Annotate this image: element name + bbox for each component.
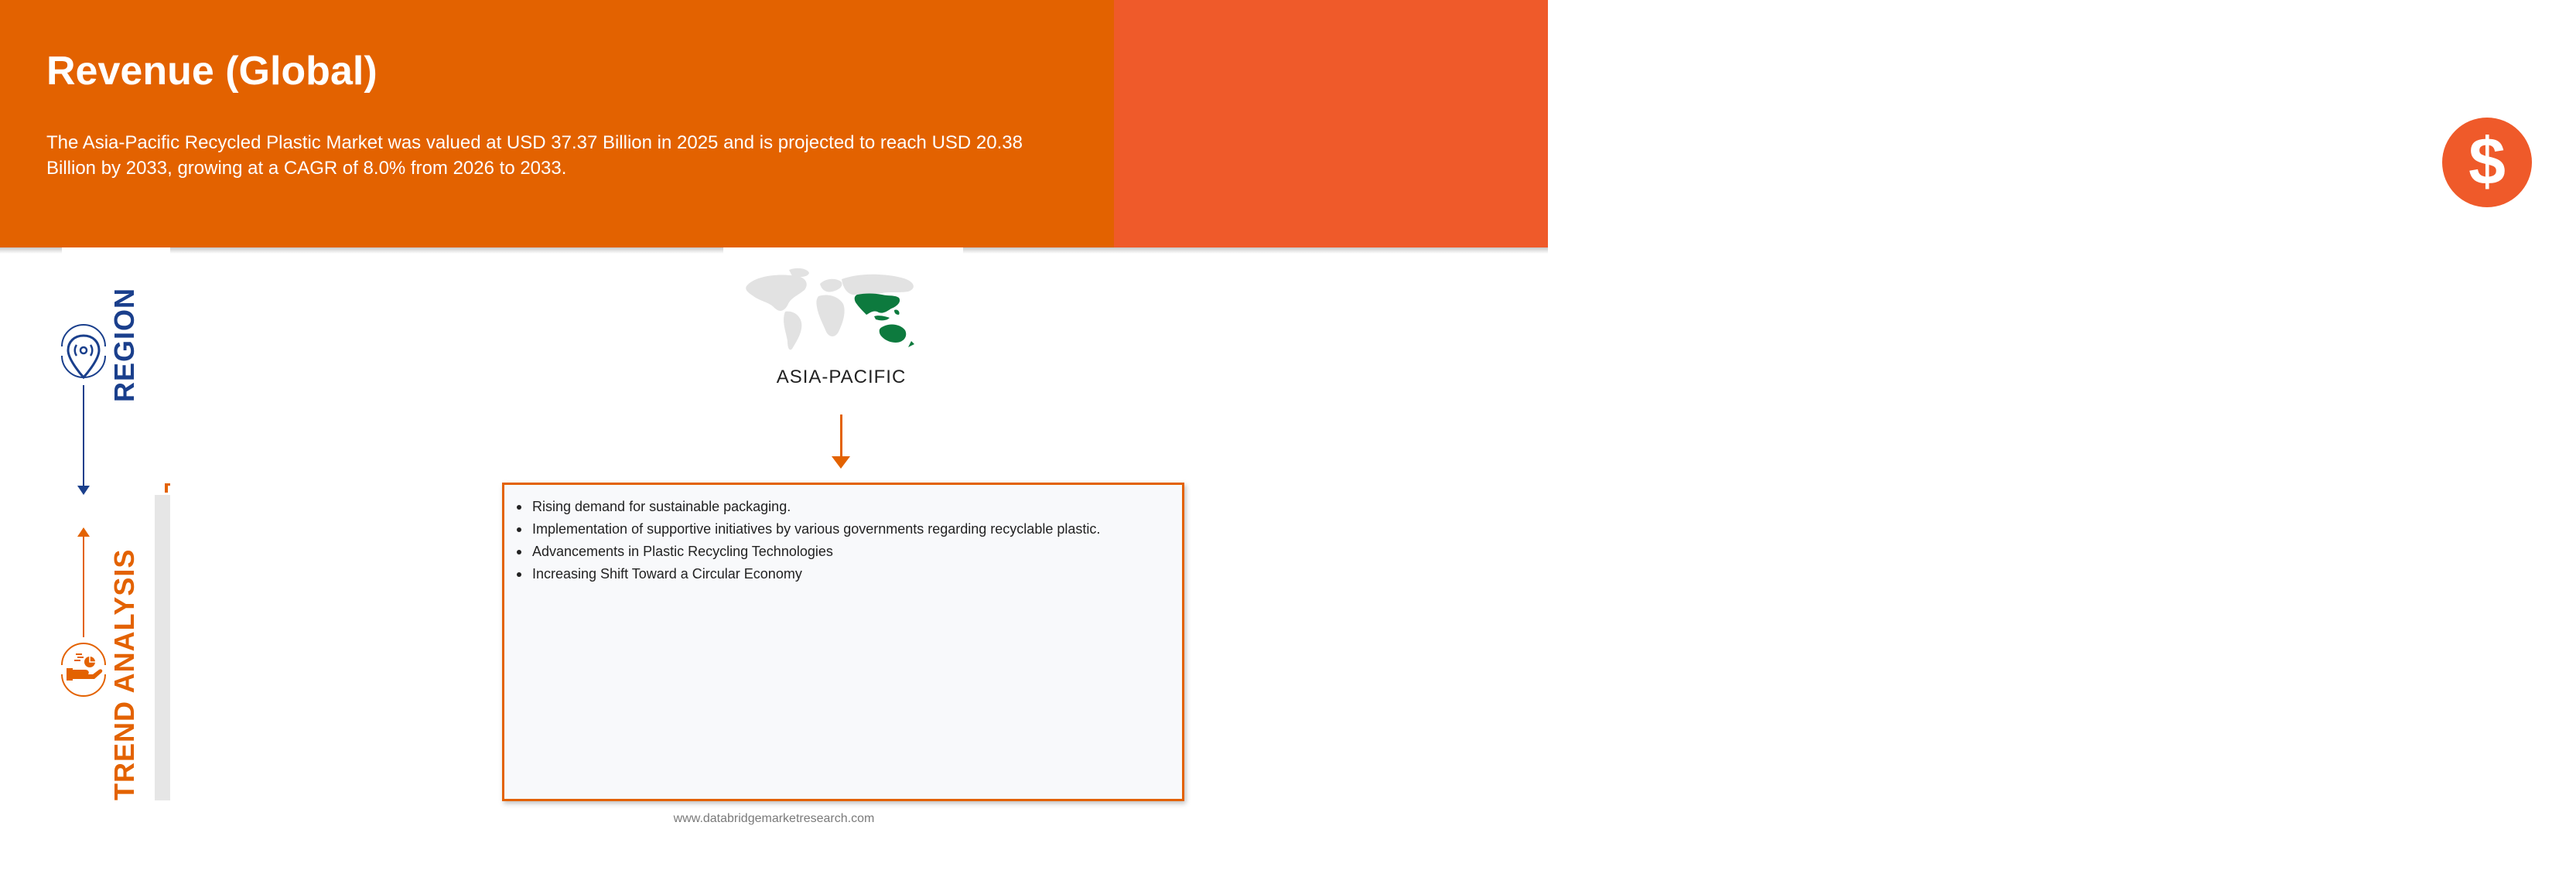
trend-analysis-panel — [502, 483, 1184, 801]
trend-connector-line — [83, 537, 84, 637]
header-icon-panel — [1114, 0, 2506, 247]
trend-item: Increasing Shift Toward a Circular Economy — [532, 563, 1182, 585]
region-to-trends-line — [840, 415, 842, 458]
arrow-up-icon — [77, 527, 90, 537]
location-pin-icon — [59, 314, 108, 388]
sidebar-divider-tick — [165, 483, 170, 493]
region-name: ASIA-PACIFIC — [776, 367, 907, 387]
header-banner — [0, 0, 1114, 247]
world-map-icon — [743, 267, 921, 356]
arrow-down-icon — [832, 456, 850, 469]
footer-website: www.databridgemarketresearch.com — [673, 812, 875, 825]
region-label: REGION — [108, 287, 140, 402]
svg-text:$: $ — [2468, 125, 2506, 199]
trend-analysis-label: TREND ANALYSIS — [108, 548, 140, 800]
page-title: Revenue (Global) — [46, 49, 378, 94]
sidebar-divider — [155, 495, 170, 800]
hand-chart-icon — [59, 634, 108, 708]
revenue-growth-dollar-icon — [2328, 23, 2576, 244]
trend-item: Rising demand for sustainable packaging. — [532, 496, 1182, 518]
trend-list — [504, 496, 1182, 585]
trend-item: Implementation of supportive initiatives by various governments regarding recyclable plastic. — [532, 518, 1182, 541]
trend-item: Advancements in Plastic Recycling Technologies — [532, 541, 1182, 563]
header-tab-notch — [62, 247, 170, 255]
region-connector-line — [83, 385, 84, 487]
header-tab-notch — [723, 247, 963, 255]
market-summary: The Asia-Pacific Recycled Plastic Market was valued at USD 37.37 Billion in 2025 and is projected to reach USD 20.38 Billion by 2033, growing at a CAGR of 8.0% from 2026 to 2033. — [46, 132, 1023, 179]
arrow-down-icon — [77, 486, 90, 495]
